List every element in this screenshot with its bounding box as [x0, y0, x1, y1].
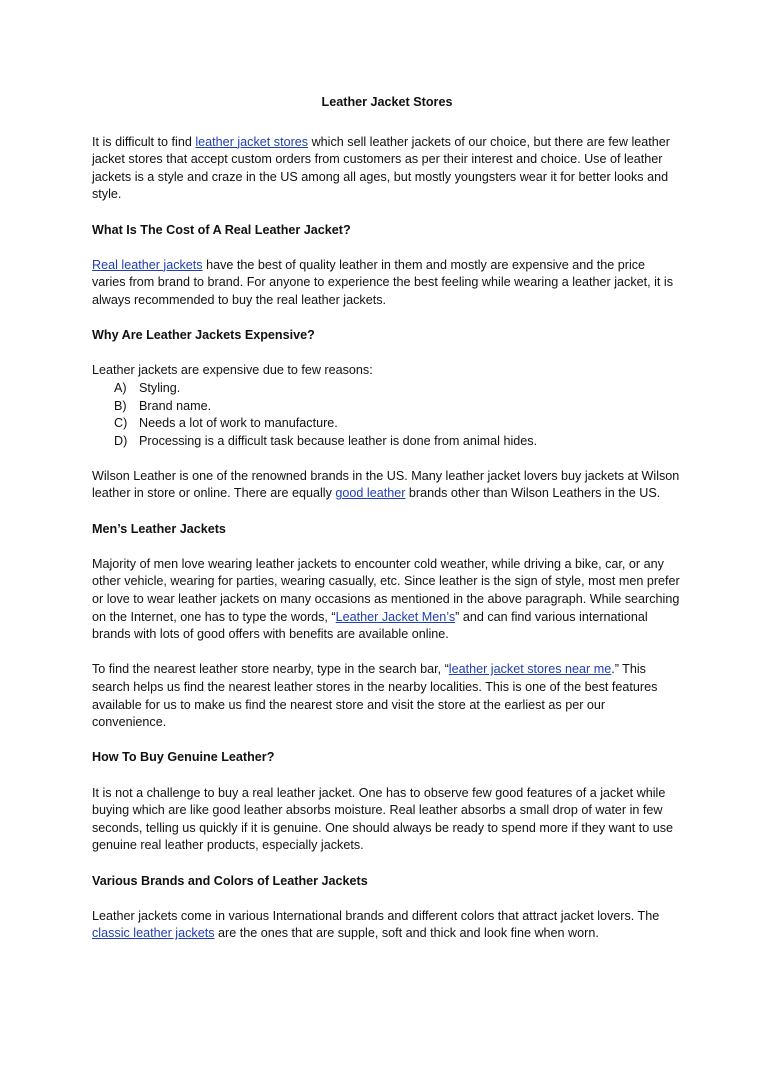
- intro-paragraph: [92, 134, 682, 204]
- intro-text-after: which sell leather jackets of our choice, but there are few leather jacket stores that accept custom orders from customers as per their interest and choice. Use of leather jackets is a style and craze in the US among all ages, but mostly youngsters wear it for better looks and style.: [92, 134, 670, 202]
- spacer: [92, 450, 682, 468]
- cost-paragraph: [92, 257, 682, 310]
- spacer: [92, 644, 682, 662]
- nearby-text-before: To find the nearest leather store nearby, type in the search bar, “: [92, 662, 449, 677]
- list-item: [92, 398, 682, 416]
- spacer: [92, 503, 682, 521]
- wilson-text-before: Wilson Leather is one of the renowned brands in the US. Many leather jacket lovers buy jackets at Wilson leather in store or online. There are equally: [92, 468, 680, 501]
- wilson-text-after: brands other than Wilson Leathers in the US.: [405, 486, 661, 501]
- brands-text-after: are the ones that are supple, soft and thick and look fine when worn.: [214, 926, 599, 941]
- document-body: [92, 88, 682, 943]
- spacer: [92, 310, 682, 328]
- wilson-paragraph: [92, 468, 682, 503]
- list-marker: A): [114, 380, 127, 395]
- reasons-list: [92, 380, 682, 450]
- leather-jacket-mens-link[interactable]: Leather Jacket Men’s: [335, 609, 456, 624]
- list-item: [92, 433, 682, 451]
- mens-paragraph-2: [92, 661, 682, 731]
- intro-text-before: It is difficult to find: [92, 134, 196, 149]
- list-item: [92, 415, 682, 433]
- mens-text-after: ” and can find various international brands with lots of good offers with benefits are available online.: [92, 609, 648, 642]
- list-item: [92, 380, 682, 398]
- genuine-heading: How To Buy Genuine Leather?: [92, 750, 275, 765]
- spacer: [92, 345, 682, 363]
- list-marker: C): [114, 416, 128, 431]
- mens-heading: Men’s Leather Jackets: [92, 521, 226, 536]
- spacer: [92, 239, 682, 257]
- spacer: [92, 855, 682, 873]
- expensive-lead: Leather jackets are expensive due to few reasons:: [92, 363, 373, 378]
- list-item-text: Styling.: [139, 380, 181, 395]
- list-marker: B): [114, 398, 127, 413]
- cost-text-after: have the best of quality leather in them and mostly are expensive and the price varies from brand to brand. For anyone to experience the best feeling while wearing a leather jacket, it is always recommended to buy the real leather jackets.: [92, 257, 674, 307]
- genuine-paragraph: It is not a challenge to buy a real leather jacket. One has to observe few good features of a jacket while buying which are like good leather absorbs moisture. Real leather absorbs a small drop of water in few seconds, telling us quickly if it is genuine. One should always be ready to spend more if they want to use genuine real leather products, especially jackets.: [92, 785, 674, 853]
- nearby-text-after: .” This search helps us find the nearest leather stores in the nearby localities. This is one of the best features available for us to make us find the nearest store and visit the store at the earliest as per our convenience.: [92, 662, 658, 730]
- cost-heading: What Is The Cost of A Real Leather Jacket?: [92, 222, 351, 237]
- good-leather-link[interactable]: good leather: [335, 486, 406, 501]
- list-item-text: Needs a lot of work to manufacture.: [139, 416, 338, 431]
- spacer: [92, 116, 682, 134]
- leather-jacket-stores-link[interactable]: leather jacket stores: [195, 134, 309, 149]
- mens-text-before: Majority of men love wearing leather jackets to encounter cold weather, while driving a bike, car, or any other vehicle, wearing for parties, wearing casually, etc. Since leather is the sign of style, most men prefer or love to wear leather jackets on many occasions as mentioned in the above paragraph. While searching on the Internet, one has to type the words, “: [92, 556, 680, 624]
- expensive-heading: Why Are Leather Jackets Expensive?: [92, 328, 315, 343]
- real-leather-jackets-link[interactable]: Real leather jackets: [92, 257, 203, 272]
- spacer: [92, 204, 682, 222]
- mens-paragraph-1: [92, 556, 682, 644]
- list-item-text: Processing is a difficult task because leather is done from animal hides.: [139, 433, 538, 448]
- spacer: [92, 767, 682, 785]
- brands-heading: Various Brands and Colors of Leather Jackets: [92, 873, 368, 888]
- brands-text-before: Leather jackets come in various International brands and different colors that attract jacket lovers. The: [92, 908, 660, 923]
- list-item-text: Brand name.: [139, 398, 212, 413]
- classic-leather-jackets-link[interactable]: classic leather jackets: [92, 926, 215, 941]
- spacer: [92, 890, 682, 908]
- list-marker: D): [114, 433, 128, 448]
- page-title: Leather Jacket Stores: [321, 95, 453, 109]
- spacer: [92, 732, 682, 750]
- brands-paragraph: [92, 908, 682, 943]
- stores-near-me-link[interactable]: leather jacket stores near me: [448, 662, 612, 677]
- spacer: [92, 538, 682, 556]
